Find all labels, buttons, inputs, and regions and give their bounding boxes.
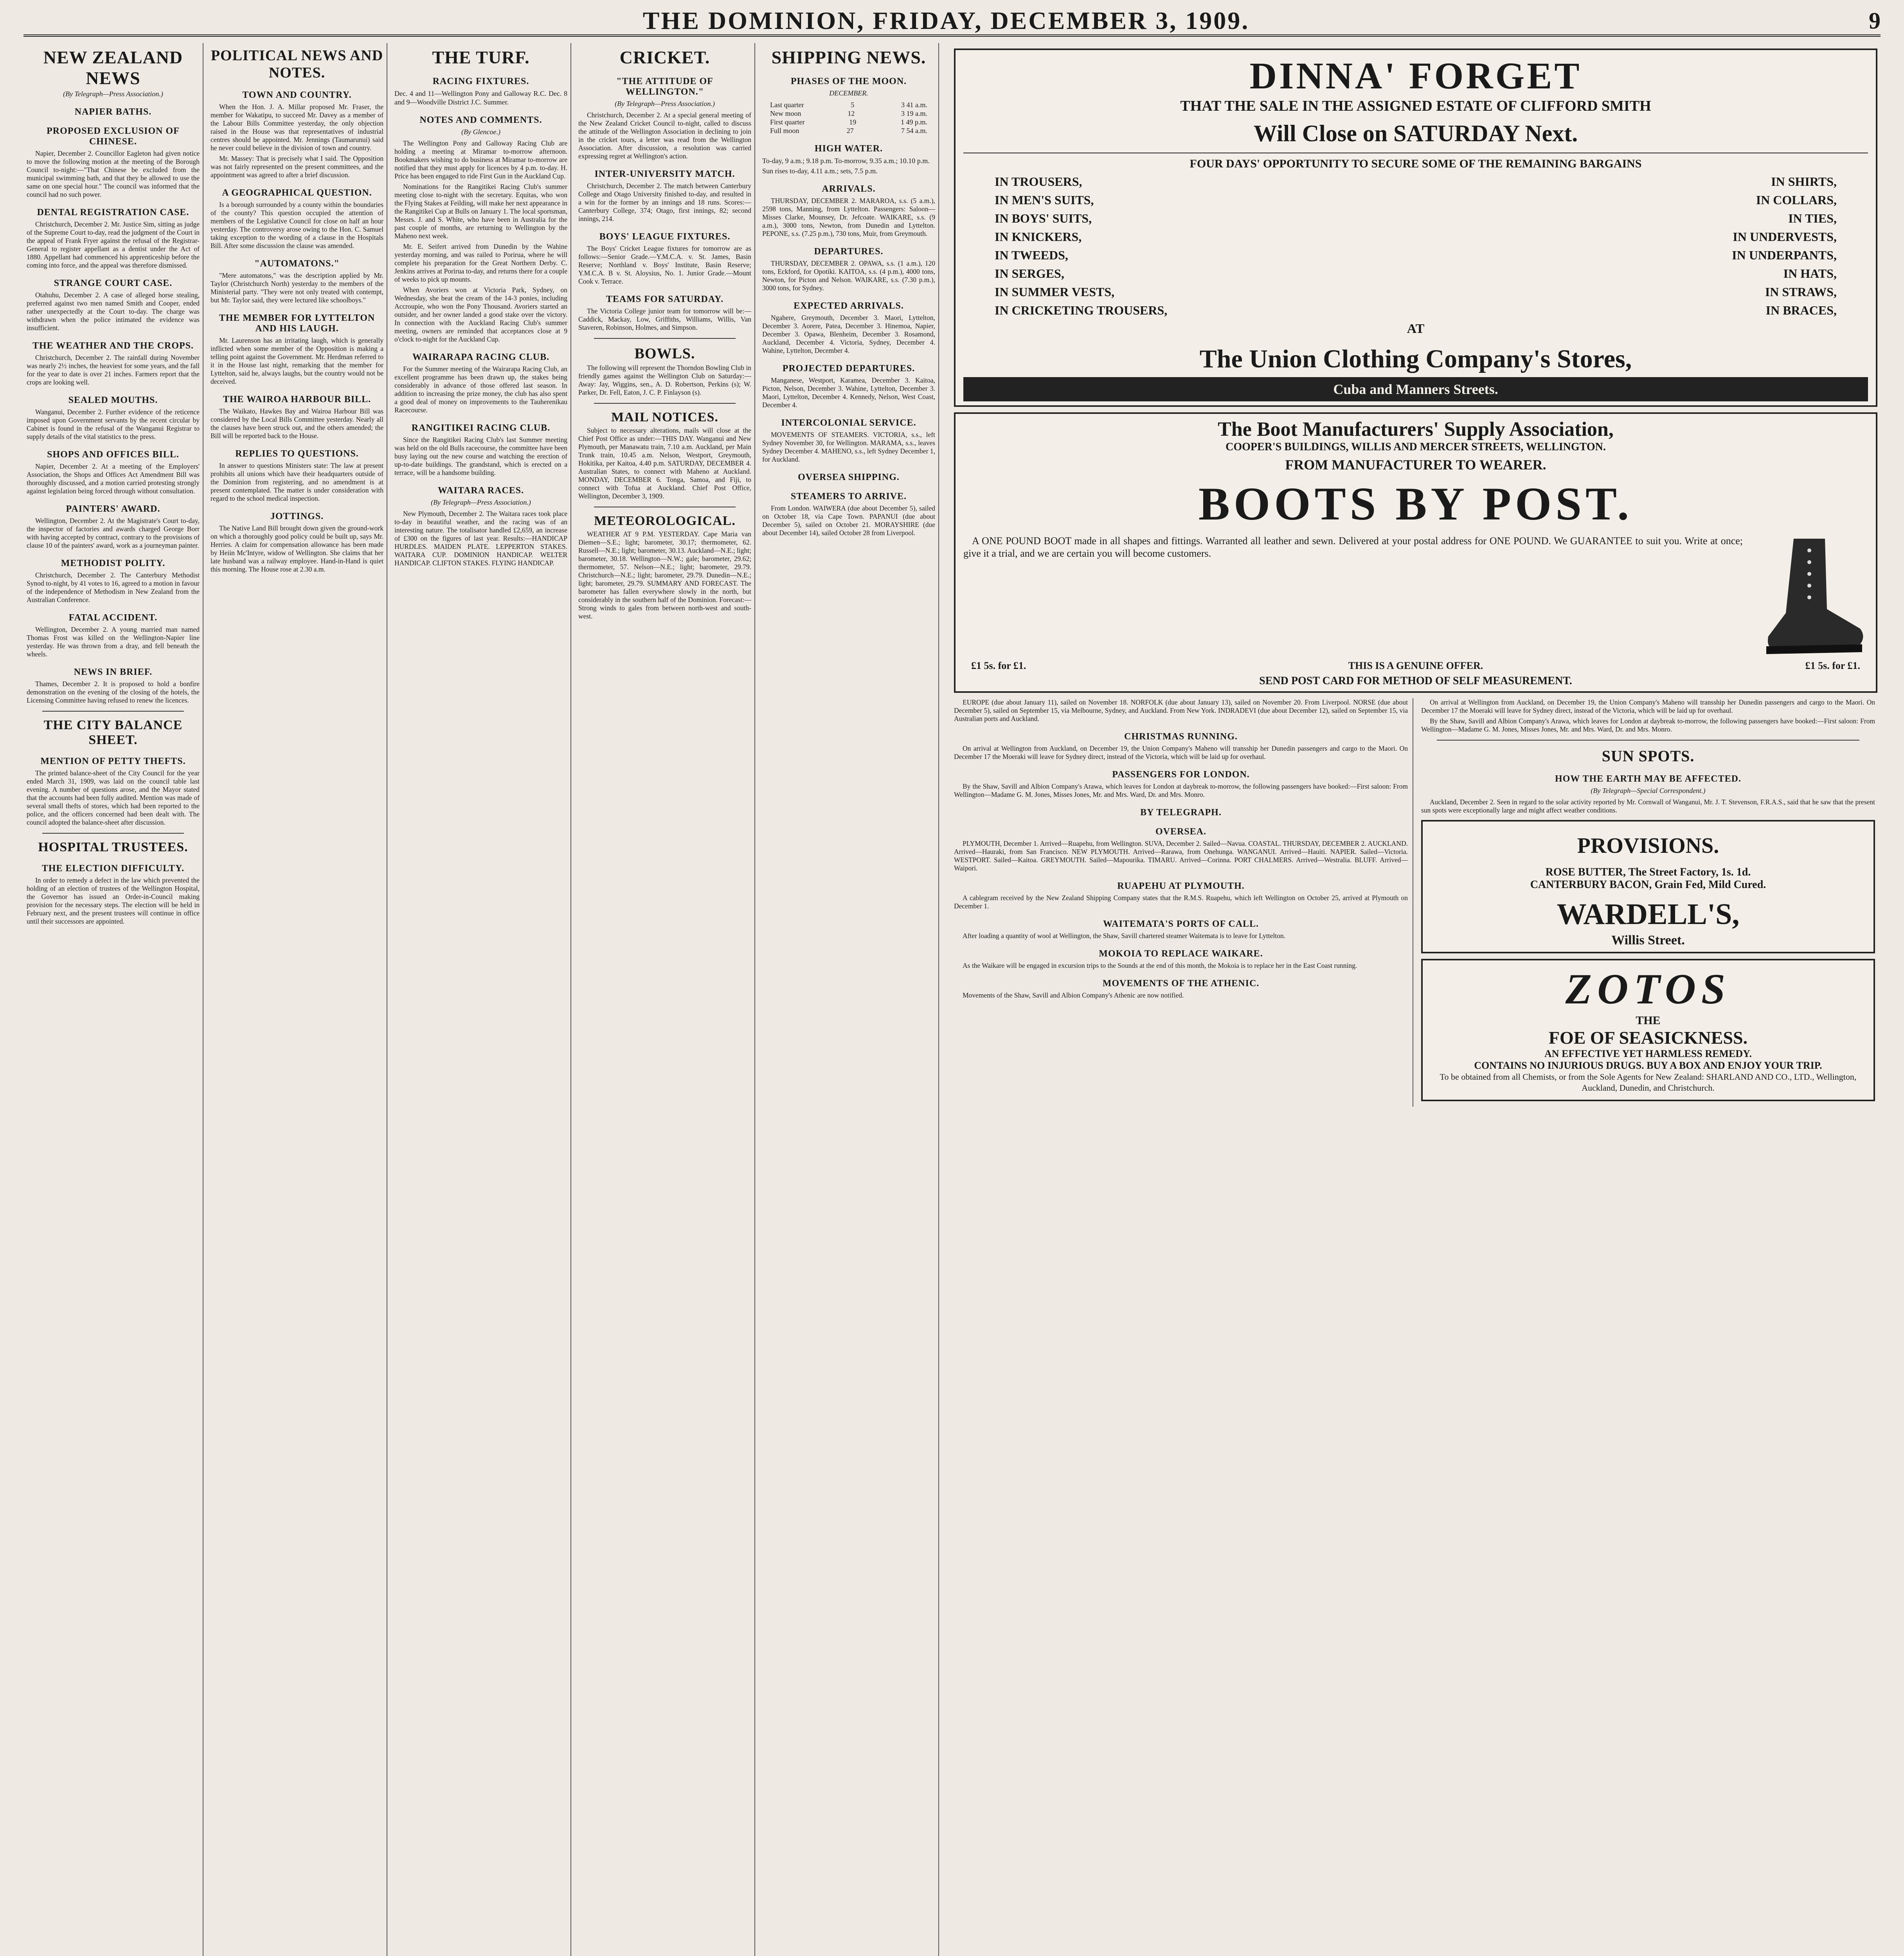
article-body: The printed balance-sheet of the City Council for the year ended March 31, 1909, was laid on the council table last evening. A number of questions arose, and the Mayor stated that the accounts had been fully audited. Mention was made of several small thefts of stores, which had been reported to the police, and the officers concerned had been dealt with. The council adopted the balance-sheet after discussion. <box>27 769 200 826</box>
section-header: SUN SPOTS. <box>1602 747 1695 765</box>
article-body: Subject to necessary alterations, mails will close at the Chief Post Office as under:—THIS DAY. Wanganui and New Plymouth, per Manawatu train, 7.10 a.m. Auckland, per Main Trunk train, 10.45 a.m. Nelson, Westport, Greymouth, Hokitika, per Kaitoa, 4.40 p.m. SATURDAY, DECEMBER 4. Australian States, to connect with Maheno at Auckland. MONDAY, DECEMBER 6. Tonga, Samoa, and Fiji, to connect with Tofua at Auckland. Chief Post Office, Wellington, December 3, 1909. <box>578 426 751 500</box>
article-body: A cablegram received by the New Zealand Shipping Company states that the R.M.S. Ruapehu, which left Wellington on October 25, arrived at Plymouth on December 1. <box>954 894 1408 910</box>
ad-line: COOPER'S BUILDINGS, WILLIS AND MERCER STREETS, WELLINGTON. <box>1226 441 1606 453</box>
article-heading: SHOPS AND OFFICES BILL. <box>47 449 179 460</box>
article-body: The following will represent the Thorndon Bowling Club in friendly games against the Wellington Club on Saturday:—Away: Jay, Wiggins, sen., A. D. Robertson, Perkins (s); W. Parker, Dr. Fell, Eaton, J. C. P. Finlayson (s). <box>578 364 751 396</box>
page-number: 9 <box>1869 7 1881 34</box>
ad-line: CANTERBURY BACON, Grain Fed, Mild Cured. <box>1530 879 1766 891</box>
article-heading: NOTES AND COMMENTS. <box>419 115 542 125</box>
divider <box>42 711 184 712</box>
article-body: On arrival at Wellington from Auckland, on December 19, the Union Company's Maheno will transship her Dunedin passengers and cargo to the Maori. On December 17 the Moeraki will leave for Sydney direct, instead of the Victoria, which will be laid up for overhaul. <box>954 744 1408 760</box>
article-heading: PASSENGERS FOR LONDON. <box>1112 769 1250 780</box>
article-heading: BY TELEGRAPH. <box>1140 807 1222 818</box>
article-body: Is a borough surrounded by a county within the boundaries of the county? This question occupied the attention of members of the Legislative Council for close on half an hour yesterday. The controversy arose owing to the Hon. C. Samuel taking exception to the wording of a clause in the Hospitals Bill. After some discussion the clause was amended. <box>211 201 383 250</box>
article-heading: EXPECTED ARRIVALS. <box>794 301 904 311</box>
article-body: Napier, December 2. At a meeting of the Employers' Association, the Shops and Offices Act Amendment Bill was thoroughly discussed, and a motion carried protesting strongly against legislation being forced through without consultation. <box>27 462 200 495</box>
column-advertisements <box>951 43 1881 1956</box>
newspaper-title: THE DOMINION, FRIDAY, DECEMBER 3, 1909. <box>642 7 1250 34</box>
section-header: CRICKET. <box>619 47 710 67</box>
article-body: In order to remedy a defect in the law which prevented the holding of an election of trustees of the Wellington Hospital, the Governor has issued an Order-in-Council making provision for the necessary steps. The election will be held in February next, and the present trustees will continue in office until their successors are appointed. <box>27 876 200 925</box>
article-body: Napier, December 2. Councillor Eagleton had given notice to move the following motion at the meeting of the Borough Council to-night:—"That Chinese be excluded from the municipal swimming bath, and that they be allowed to use the same on one special hour." The council was informed that the council had no such power. <box>27 149 200 198</box>
article-heading: RACING FIXTURES. <box>432 76 529 86</box>
article-body: New Plymouth, December 2. The Waitara races took place to-day in beautiful weather, and the racing was of an interesting nature. The totalisator handled £2,659, an increase of £300 on the figures of last year. Results:—HANDICAP HURDLES. MAIDEN PLATE. LEPPERTON STAKES. WAITARA CUP. DOMINION HANDICAP. WELTER HANDICAP. CLIFTON STAKES. FLYING HANDICAP. <box>394 510 567 567</box>
right-subcolumn <box>1421 698 1875 1107</box>
article-heading: ARRIVALS. <box>822 184 876 194</box>
price-right: £1 5s. for £1. <box>1805 660 1860 671</box>
article-heading: STRANGE COURT CASE. <box>54 278 173 288</box>
article-heading: A GEOGRAPHICAL QUESTION. <box>222 188 372 198</box>
ad-line: THE <box>1636 1014 1661 1027</box>
moon-month: DECEMBER. <box>829 89 868 97</box>
byline: (By Telegraph—Press Association.) <box>63 90 163 98</box>
ad-item-grid: IN TROUSERS, IN SHIRTS, IN MEN'S SUITS, IN COLLARS, IN BOYS' SUITS, IN TIES, IN KNICKERS, IN UNDERVESTS, IN TWEEDS, IN UNDERPANTS, IN SERGES, IN HATS, IN SUMMER VESTS, IN STRAWS, IN CRICKETING TROUSERS, IN BRACES, <box>995 174 1837 317</box>
ad-store-name: The Union Clothing Company's Stores, <box>1199 345 1632 373</box>
article-heading: DEPARTURES. <box>814 246 884 257</box>
ad-boots-by-post <box>954 412 1877 693</box>
article-heading: NEWS IN BRIEF. <box>74 667 153 677</box>
article-body: By the Shaw, Savill and Albion Company's Arawa, which leaves for London at daybreak to-morrow, the following passengers have booked:—First saloon: From Wellington—Madame G. M. Jones, Misses Jones, Mr. and Mrs. Ward, Dr. and Mrs. Monro. <box>954 782 1408 798</box>
article-heading: RANGITIKEI RACING CLUB. <box>411 423 551 433</box>
article-subheading: STEAMERS TO ARRIVE. <box>790 491 907 502</box>
section-header: SHIPPING NEWS. <box>771 47 926 67</box>
ad-text: To be obtained from all Chemists, or from the Sole Agents for New Zealand: SHARLAND AND CO., LTD., Wellington, Auckland, Dunedin, and Christchurch. <box>1440 1072 1857 1093</box>
moon-row: Full moon 27 7 54 a.m. <box>770 127 927 135</box>
article-body: On arrival at Wellington from Auckland, on December 19, the Union Company's Maheno will transship her Dunedin passengers and cargo to the Maori. On December 17 the Moeraki will leave for Sydney direct, instead of the Victoria, which will be laid up for overhaul. <box>1421 698 1875 714</box>
article-heading: SEALED MOUTHS. <box>68 395 158 405</box>
article-body: Christchurch, December 2. The rainfall during November was nearly 2½ inches, the heaviest for some years, and the fall for the year to date is over 21 inches. Farmers report that the crops are looking well. <box>27 354 200 386</box>
ad-line: SEND POST CARD FOR METHOD OF SELF MEASUREMENT. <box>1259 675 1572 687</box>
divider <box>1437 740 1859 741</box>
article-body: Wellington, December 2. At the Magistrate's Court to-day, the inspector of factories and awards charged George Borr with having accepted by contract, contrary to the provisions of clause 10 of the painters' award, work as a journeyman painter. <box>27 517 200 549</box>
article-heading: "THE ATTITUDE OF WELLINGTON." <box>616 76 713 97</box>
moon-row: New moon 12 3 19 a.m. <box>770 110 927 117</box>
column-shipping <box>759 43 939 1956</box>
ad-line: Will Close on SATURDAY Next. <box>1253 120 1578 146</box>
section-header: POLITICAL NEWS AND NOTES. <box>211 47 383 81</box>
section-header: NEW ZEALAND NEWS <box>43 47 183 88</box>
article-heading: TEAMS FOR SATURDAY. <box>606 294 724 304</box>
article-body: The Waikato, Hawkes Bay and Wairoa Harbour Bill was considered by the Local Bills Committee yesterday. Nearly all the clauses have been struck out, and the others amended; the Bill will be reported back to the House. <box>211 407 383 440</box>
article-heading: WAITEMATA'S PORTS OF CALL. <box>1103 919 1259 929</box>
ad-headline: PROVISIONS. <box>1577 834 1719 858</box>
article-heading-large: THE CITY BALANCE SHEET. <box>43 718 183 747</box>
article-heading: FATAL ACCIDENT. <box>68 613 158 623</box>
article-body: Mr. Laurenson has an irritating laugh, which is generally inflicted when some member of the Opposition is making a telling point against the Government. Mr. Herdman referred to it in the House last night, remarking that the member for Lyttelton, said he, always laughs, but the country would not be deceived. <box>211 336 383 385</box>
article-heading: THE MEMBER FOR LYTTELTON AND HIS LAUGH. <box>219 313 375 334</box>
article-body: Christchurch, December 2. The match between Canterbury College and Otago University finished to-day, and resulted in a win for the former by an innings and 18 runs. Scores:—Canterbury College, 374; Otago, first innings, 82; second innings, 214. <box>578 182 751 223</box>
high-water: To-day, 9 a.m.; 9.18 p.m. To-morrow, 9.35 a.m.; 10.10 p.m. <box>762 157 930 165</box>
article-heading: MOVEMENTS OF THE ATHENIC. <box>1102 978 1260 989</box>
article-body: From London. WAIWERA (due about December 5), sailed on October 18, via Cape Town. PAPANUI (due about December 5), sailed on October 21. MORAYSHIRE (due about December 14), sailed October 28 from Liverpool. <box>762 504 935 537</box>
article-heading: METHODIST POLITY. <box>61 558 166 568</box>
article-heading: INTERCOLONIAL SERVICE. <box>781 418 916 428</box>
fixture-list: Dec. 4 and 11—Wellington Pony and Galloway R.C. Dec. 8 and 9—Woodville District J.C. Summer. <box>394 90 567 106</box>
article-heading: THE WAIROA HARBOUR BILL. <box>223 394 371 405</box>
article-heading: THE WEATHER AND THE CROPS. <box>32 341 194 351</box>
article-body: "Mere automatons," was the description applied by Mr. Taylor (Christchurch North) yesterday to the members of the Ministerial party. "They were not only treated with contempt, but Mr. Taylor said, they were lectured like schoolboys." <box>211 271 383 304</box>
article-body: Thames, December 2. It is proposed to hold a bonfire demonstration on the evening of the closing of the hotels, the Licensing Committee having refused to renew the licences. <box>27 680 200 704</box>
article-body: The Native Land Bill brought down given the ground-work on which a thoroughly good policy could be built up, says Mr. Herries. A claim for compensation allowance has been made by Heiin Mc'Intyre, widow of Wellington. She claims that her late husband was a railway employee. Hand-in-Hand is quiet this morning. The House rose at 2.30 a.m. <box>211 524 383 573</box>
article-body: When the Hon. J. A. Millar proposed Mr. Fraser, the member for Wakatipu, to succeed Mr. Davey as a member of the Labour Bills Committee yesterday, the only objection raised in the House was that representatives of industrial centres should be appointed. Mr. Jennings (Taumarunui) said he never could believe in the division of town and country. <box>211 103 383 152</box>
ad-headline: The Boot Manufacturers' Supply Association, <box>1218 418 1614 440</box>
article-body: Ngahere, Greymouth, December 3. Maori, Lyttelton, December 3. Aorere, Patea, December 3. Hinemoa, Napier, December 3. Opawa, Blenheim, December 3. Rosamond, Auckland, December 4. Victoria, Sydney, December 4. Wahine, Lyttelton, December 4. <box>762 314 935 354</box>
article-body: Otahuhu, December 2. A case of alleged horse stealing, preferred against two men named Smith and Cooper, ended rather unexpectedly at the Court to-day. The charge was withdrawn when the police intimated the evidence was insufficient. <box>27 291 200 332</box>
ad-zotos <box>1421 959 1875 1101</box>
article-body: PLYMOUTH, December 1. Arrived—Ruapehu, from Wellington. SUVA, December 2. Sailed—Navua. COASTAL. THURSDAY, DECEMBER 2. AUCKLAND. Arrived—Hauraki, from San Francisco. NEW PLYMOUTH. Arrived—Rarawa, from Onehunga. WANGANUI. Arrived—Hauiti. NAPIER. Sailed—Victoria. WESTPORT. Sailed—Kaitoa. GREYMOUTH. Sailed—Mapourika. TIMARU. Arrived—Corinna. PORT CHALMERS. Arrived—Westralia. BLUFF. Arrived—Waipori. <box>954 840 1408 872</box>
article-body: The Boys' Cricket League fixtures for tomorrow are as follows:—Senior Grade.—Y.M.C.A. v. St. James, Basin Reserve; Northland v. Boys' Institute, Basin Reserve; Y.M.C.A. B v. St. Aloysius, No. 1. Junior Grade.—Mount Cook v. Terrace. <box>578 244 751 285</box>
article-body: As the Waikare will be engaged in excursion trips to the Sounds at the end of this month, the Mokoia is to replace her in the East Coast running. <box>963 962 1357 969</box>
article-body: THURSDAY, DECEMBER 2. OPAWA, s.s. (1 a.m.), 120 tons, Eckford, for Opotiki. KAITOA, s.s. (4 p.m.), 4000 tons, Newton, for Picton and Nelson. WAIKARE, s.s. (7.30 p.m.), 3000 tons, for Sydney. <box>762 259 935 292</box>
ad-dinna-forget <box>954 49 1877 407</box>
article-heading: OVERSEA SHIPPING. <box>798 472 900 482</box>
article-heading: PHASES OF THE MOON. <box>790 76 907 86</box>
article-body: Nominations for the Rangitikei Racing Club's summer meeting close to-night with the secretary. Equitas, who won the Flying Stakes at Feilding, will make her next appearance in the Rangitikei Cup at Bulls on January 1. The local sportsman, Messrs. J. and S. White, who have been in Australia for the past couple of months, are returning to Wellington by the Maheno next week. <box>394 183 567 240</box>
column-nz-news <box>23 43 203 1956</box>
moon-row: Last quarter 5 3 41 a.m. <box>770 101 927 109</box>
article-heading: REPLIES TO QUESTIONS. <box>235 449 359 459</box>
article-body: The Wellington Pony and Galloway Racing Club are holding a meeting at Miramar to-morrow afternoon. Bookmakers wishing to do business at Miramar to-morrow are notified that they must apply for licences by 4 p.m. to-day. H. Price has been engaged to ride First Gun in the Auckland Cup. <box>394 139 567 180</box>
price-center: THIS IS A GENUINE OFFER. <box>1348 660 1483 671</box>
divider <box>594 403 736 404</box>
article-body: THURSDAY, DECEMBER 2. MARAROA, s.s. (5 a.m.), 2598 tons, Manning, from Lyttelton. Passengers: Saloon—Misses Clarke, Mounsey, Dr. Jefcoate. WAIKARE, s.s. (9 a.m.), 3000 tons, Newton, from Dunedin and Lyttelton. PEPONE, s.s. (7.25 p.m.), 730 tons, Muir, from Greymouth. <box>762 197 935 237</box>
byline: (By Glencoe.) <box>461 128 500 136</box>
shipping-continued <box>954 698 1413 1107</box>
article-heading: DENTAL REGISTRATION CASE. <box>37 207 189 218</box>
ad-brand: ZOTOS <box>1565 965 1731 1013</box>
byline: (By Telegraph—Press Association.) <box>615 100 715 108</box>
price-left: £1 5s. for £1. <box>971 660 1026 671</box>
article-subheading: HOW THE EARTH MAY BE AFFECTED. <box>1555 774 1741 784</box>
sun-times: Sun rises to-day, 4.11 a.m.; sets, 7.5 p.m. <box>762 167 878 175</box>
section-header: BOWLS. <box>634 345 695 362</box>
article-body: EUROPE (due about January 11), sailed on November 18. NORFOLK (due about January 13), sailed on November 20. From Liverpool. NORSE (due about December 5), sailed on September 15, via Melbourne, Sydney, and Auckland. From New York. INDRADEVI (due about December 12), sailed on September 15, via Australian ports and Auckland. <box>954 698 1408 723</box>
article-body: Auckland, December 2. Seen in regard to the solar activity reported by Mr. Cornwall of Wanganui, Mr. J. T. Stevenson, F.R.A.S., said that he saw that the present sun spots were exceptionally large and might affect weather conditions. <box>1421 798 1875 814</box>
article-subheading: MENTION OF PETTY THEFTS. <box>40 756 186 766</box>
article-body: Mr. Massey: That is precisely what I said. The Opposition was not fairly represented on the present committees, and the appointment was agreed to after a brief discussion. <box>211 155 383 179</box>
boot-illustration-icon <box>1751 535 1868 660</box>
moon-row: First quarter 19 1 49 p.m. <box>770 118 927 126</box>
article-heading: WAIRARAPA RACING CLUB. <box>412 352 550 362</box>
article-body: When Avoriers won at Victoria Park, Sydney, on Wednesday, she beat the cream of the 14-3 ponies, including Accroupie, who won the Pony Thousand. Avoriers started an outsider, and her owner landed a good stake over the victory. In connection with the Auckland Racing Club's summer meeting, owners are reminded that acceptances close at 9 o'clock to-night for the Auckland Cup. <box>394 286 567 343</box>
article-body: WEATHER AT 9 P.M. YESTERDAY. Cape Maria van Diemen—S.E.; light; barometer, 30.17; thermometer, 62. Russell—N.E.; light; barometer, 30.13. Auckland—N.E.; light; barometer, 30.18. Wellington—N.W.; gale; barometer, 29.62; thermometer, 57. Nelson—N.E.; light; barometer, 29.79. Christchurch—N.E.; light; barometer, 29.79. Dunedin—N.E.; light; barometer, 29.79. SUMMARY AND FORECAST. The barometer has fallen everywhere slowly in the north, but considerably in the southern half of the Dominion. Forecast:—Strong winds to gales from between north-west and south-west. <box>578 530 751 620</box>
ad-headline: FOE OF SEASICKNESS. <box>1548 1028 1748 1048</box>
ad-big-title: BOOTS BY POST. <box>1198 478 1633 530</box>
article-heading: "AUTOMATONS." <box>254 259 340 269</box>
article-heading: NAPIER BATHS. <box>74 107 152 117</box>
article-subheading: PROPOSED EXCLUSION OF CHINESE. <box>47 126 180 147</box>
article-heading: JOTTINGS. <box>270 511 324 521</box>
article-heading: MOKOIA TO REPLACE WAIKARE. <box>1099 949 1263 959</box>
article-subheading: THE ELECTION DIFFICULTY. <box>41 863 185 874</box>
byline: (By Telegraph—Press Association.) <box>431 498 531 506</box>
ad-street: Willis Street. <box>1611 933 1685 947</box>
divider <box>594 338 736 339</box>
lower-area <box>954 698 1877 1107</box>
article-heading: TOWN AND COUNTRY. <box>242 90 352 100</box>
article-body: By the Shaw, Savill and Albion Company's Arawa, which leaves for London at daybreak to-morrow, the following passengers have booked:—First saloon: From Wellington—Madame G. M. Jones, Misses Jones, Mr. and Mrs. Ward, Dr. and Mrs. Monro. <box>1421 717 1875 733</box>
divider <box>42 833 184 834</box>
article-heading-large: HOSPITAL TRUSTEES. <box>38 840 188 854</box>
section-header: MAIL NOTICES. <box>611 410 718 424</box>
ad-line: CONTAINS NO INJURIOUS DRUGS. BUY A BOX AND ENJOY YOUR TRIP. <box>1474 1060 1822 1071</box>
ad-text: A ONE POUND BOOT made in all shapes and fittings. Warranted all leather and sewn. Delivered at your postal address for ONE POUND. We GUARANTEE to suit you. Write at once; give it a trial, and we are certain you will become customers. <box>963 535 1743 559</box>
article-body: Manganese, Westport, Karamea, December 3. Kaitoa, Picton, Nelson, December 3. Wahine, Lyttelton, December 3. Maori, Lyttelton, December 4. Kennedy, Nelson, West Coast, December 4. <box>762 376 935 409</box>
byline: (By Telegraph—Special Correspondent.) <box>1591 787 1706 795</box>
ad-line: ROSE BUTTER, The Street Factory, 1s. 1d. <box>1545 866 1751 878</box>
article-body: Christchurch, December 2. Mr. Justice Sim, sitting as judge of the Supreme Court to-day, read the judgment of the Court in the appeal of Frank Fryer against the refusal of the Registrar-General to register appellant as a dentist under the Act of 1880. Appellant had commenced his apprenticeship before the coming into force, and the appeal was therefore dismissed. <box>27 220 200 269</box>
ad-street: Cuba and Manners Streets. <box>963 377 1868 401</box>
article-heading: RUAPEHU AT PLYMOUTH. <box>1117 881 1245 891</box>
article-body: MOVEMENTS OF STEAMERS. VICTORIA, s.s., left Sydney November 30, for Wellington. MARAMA, s.s., leaves Sydney December 4. MAHENO, s.s., left Sydney December 1, for Auckland. <box>762 431 935 463</box>
article-heading: WAITARA RACES. <box>437 485 524 496</box>
ad-provisions <box>1421 820 1875 953</box>
article-body: Christchurch, December 2. At a special general meeting of the New Zealand Cricket Council to-night, called to discuss the attitude of the Wellington Association in declining to join in the cricket tours, a letter was read from the Wellington Association. After discussion, a resolution was carried expressing regret at Wellington's action. <box>578 111 751 160</box>
article-body: Christchurch, December 2. The Canterbury Methodist Synod to-night, by 41 votes to 16, agreed to a motion in favour of the independence of Methodism in New Zealand from the Australian Conference. <box>27 571 200 604</box>
article-body: After loading a quantity of wool at Wellington, the Shaw, Savill chartered steamer Waitemata is to leave for Lyttelton. <box>963 932 1285 940</box>
column-turf <box>391 43 571 1956</box>
article-body: Wellington, December 2. A young married man named Thomas Frost was killed on the Wellington-Napier line yesterday. He was thrown from a dray, and fell beneath the wheels. <box>27 626 200 658</box>
article-heading: BOYS' LEAGUE FIXTURES. <box>599 232 731 242</box>
article-body: Since the Rangitikei Racing Club's last Summer meeting was held on the old Bulls racecourse, the committee have been busy laying out the new course and watching the erection of up-to-date buildings. The grandstand, which is erected on a terrace, will be a handsome building. <box>394 436 567 476</box>
column-political-news <box>207 43 387 1956</box>
section-header: THE TURF. <box>432 47 530 67</box>
article-body: Movements of the Shaw, Savill and Albion Company's Athenic are now notified. <box>963 991 1184 999</box>
article-heading: HIGH WATER. <box>814 144 883 154</box>
masthead <box>23 7 1881 37</box>
ad-line: AN EFFECTIVE YET HARMLESS REMEDY. <box>1544 1048 1752 1059</box>
ad-store-name: WARDELL'S, <box>1557 898 1740 931</box>
ad-line: FOUR DAYS' OPPORTUNITY TO SECURE SOME OF THE REMAINING BARGAINS <box>963 153 1868 171</box>
article-heading: PROJECTED DEPARTURES. <box>782 363 915 374</box>
ad-headline: DINNA' FORGET <box>1249 55 1582 97</box>
article-heading: PAINTERS' AWARD. <box>66 504 160 514</box>
article-body: Mr. E. Seifert arrived from Dunedin by the Wahine yesterday morning, and was railed to Porirua, where he will complete his preparation for the Great Northern Derby. C. Jenkins arrives at Porirua to-day, and returns there for a couple of weeks to pick up mounts. <box>394 243 567 283</box>
section-header: METEOROLOGICAL. <box>594 514 736 528</box>
article-body: For the Summer meeting of the Wairarapa Racing Club, an excellent programme has been drawn up, the stakes being considerably in advance of those offered last season. In addition to increasing the prize money, the club has also spent a good deal of money on improvements to the Tauherenikau Racecourse. <box>394 365 567 414</box>
article-body: In answer to questions Ministers state: The law at present prohibits all unions which have their headquarters outside of the Dominion from registering, and no amendment is at present contemplated. The matter is under consideration with regard to the school medical inspection. <box>211 462 383 502</box>
ad-price-row <box>963 660 1868 672</box>
ad-line: FROM MANUFACTURER TO WEARER. <box>1285 457 1546 473</box>
article-heading: CHRISTMAS RUNNING. <box>1124 732 1238 742</box>
column-cricket <box>575 43 755 1956</box>
ad-body <box>963 535 1868 660</box>
article-subheading: OVERSEA. <box>1155 827 1207 837</box>
article-body: The Victoria College junior team for tomorrow will be:—Caddick, Mackay, Low, Griffiths, Williams, Willis, Van Staveren, Robinson, Holmes, and Simpson. <box>578 307 751 331</box>
article-heading: INTER-UNIVERSITY MATCH. <box>594 169 735 179</box>
ad-line: THAT THE SALE IN THE ASSIGNED ESTATE OF CLIFFORD SMITH <box>1180 98 1651 114</box>
article-body: Wanganui, December 2. Further evidence of the reticence imposed upon Government servants by the recent circular by Cabinet is found in the refusal of the Wanganui Registrar to supply details of the vital statistics to the press. <box>27 408 200 440</box>
ad-line: AT <box>1407 322 1425 336</box>
